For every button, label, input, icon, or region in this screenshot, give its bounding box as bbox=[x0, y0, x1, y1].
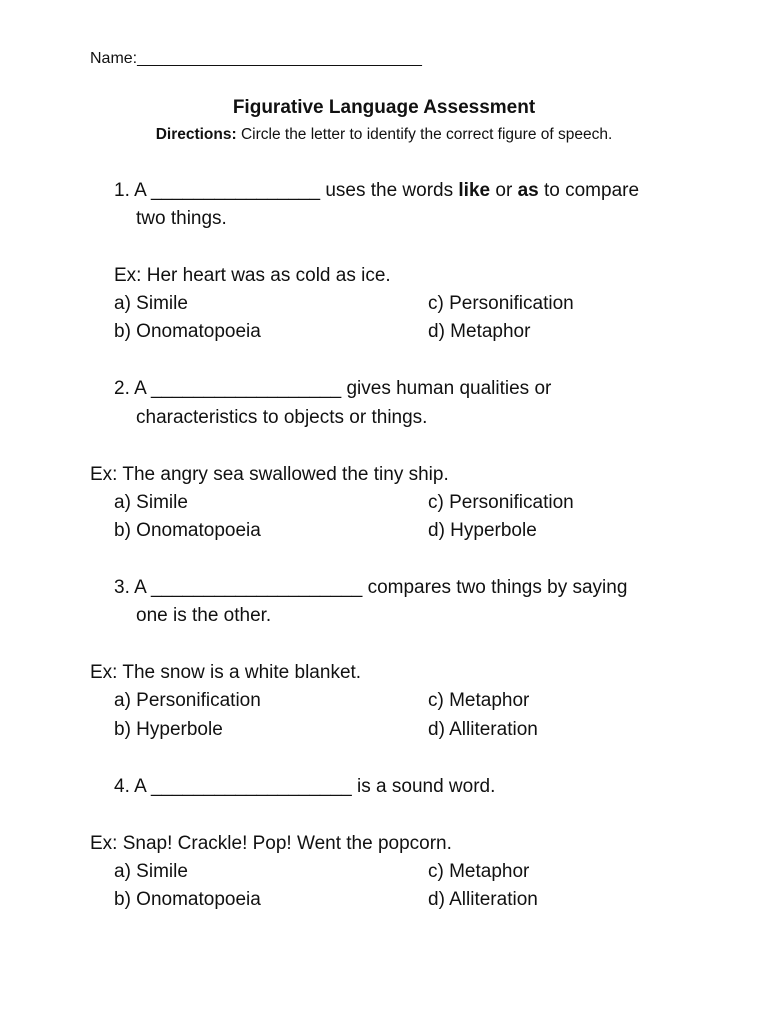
question-1-line2: two things. bbox=[136, 208, 227, 229]
question-3-line1: 3. A ____________________ compares two things by saying bbox=[114, 577, 628, 598]
question-3-option-c[interactable]: c) Metaphor bbox=[428, 690, 530, 711]
question-3-option-a[interactable]: a) Personification bbox=[114, 690, 261, 711]
question-2-example: Ex: The angry sea swallowed the tiny ship. bbox=[90, 464, 449, 485]
question-1-text-mid: or bbox=[490, 180, 518, 201]
question-4-example: Ex: Snap! Crackle! Pop! Went the popcorn. bbox=[90, 833, 452, 854]
question-3-option-b[interactable]: b) Hyperbole bbox=[114, 719, 223, 740]
question-1-option-c[interactable]: c) Personification bbox=[428, 293, 574, 314]
question-1-option-a[interactable]: a) Simile bbox=[114, 293, 188, 314]
page-title: Figurative Language Assessment bbox=[232, 97, 536, 118]
directions bbox=[0, 126, 768, 144]
question-2-option-d[interactable]: d) Hyperbole bbox=[428, 520, 537, 541]
question-1-text-end: to compare bbox=[538, 180, 640, 201]
question-4-option-c[interactable]: c) Metaphor bbox=[428, 861, 530, 882]
question-2-line2: characteristics to objects or things. bbox=[136, 407, 428, 428]
question-2-option-b[interactable]: b) Onomatopoeia bbox=[114, 520, 261, 541]
question-1-option-b[interactable]: b) Onomatopoeia bbox=[114, 321, 261, 342]
question-1-text: 1. A ________________ uses the words bbox=[114, 180, 459, 201]
question-4-line1: 4. A ___________________ is a sound word. bbox=[114, 776, 496, 797]
keyword-as: as bbox=[517, 180, 539, 201]
question-3-option-d[interactable]: d) Alliteration bbox=[428, 719, 538, 740]
question-4-option-b[interactable]: b) Onomatopoeia bbox=[114, 889, 261, 910]
directions-text: Circle the letter to identify the correct figure of speech. bbox=[236, 126, 613, 143]
question-2-option-a[interactable]: a) Simile bbox=[114, 492, 188, 513]
question-2-option-c[interactable]: c) Personification bbox=[428, 492, 574, 513]
question-3-line2: one is the other. bbox=[136, 605, 272, 626]
question-4-option-d[interactable]: d) Alliteration bbox=[428, 889, 538, 910]
directions-label: Directions: bbox=[155, 126, 237, 143]
question-4-option-a[interactable]: a) Simile bbox=[114, 861, 188, 882]
name-field[interactable]: Name:________________________________ bbox=[90, 50, 422, 67]
question-1-option-d[interactable]: d) Metaphor bbox=[428, 321, 531, 342]
question-1-example: Ex: Her heart was as cold as ice. bbox=[114, 265, 391, 286]
keyword-like: like bbox=[458, 180, 491, 201]
question-1-line1 bbox=[114, 180, 639, 202]
question-2-line1: 2. A __________________ gives human qualities or bbox=[114, 378, 552, 399]
question-3-example: Ex: The snow is a white blanket. bbox=[90, 662, 362, 683]
